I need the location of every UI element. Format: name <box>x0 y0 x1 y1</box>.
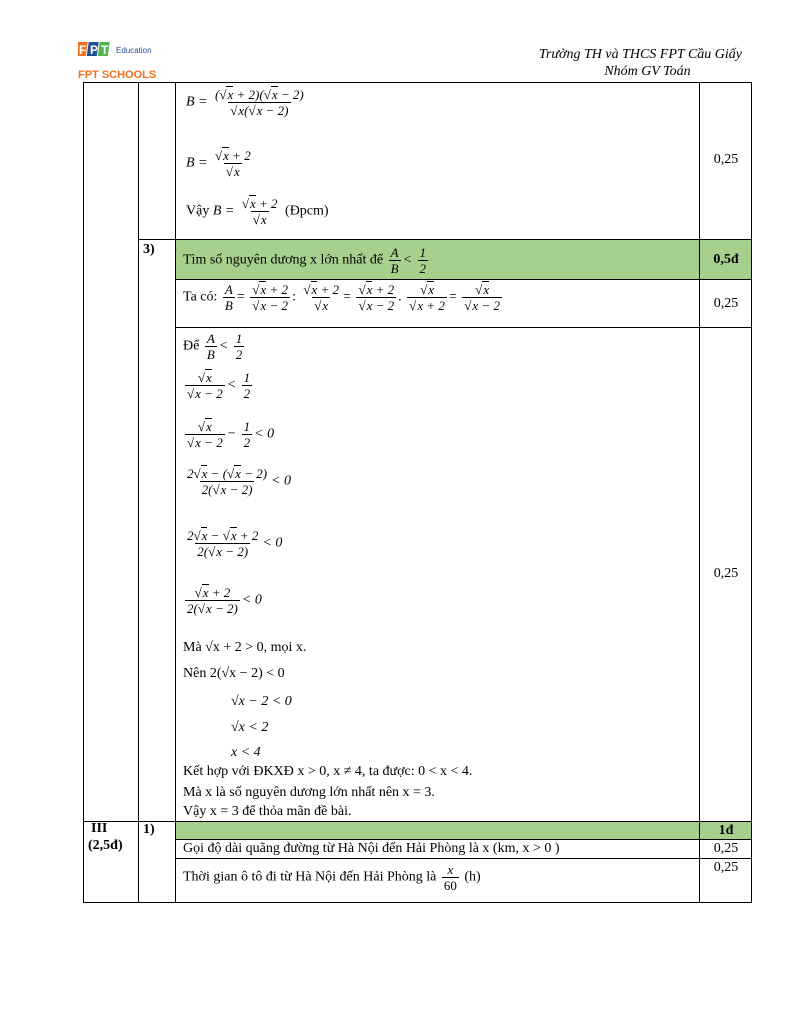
part-iii-sub-label: 1) <box>143 822 155 837</box>
solve-line-3: $\frac{2√ x - (√ x - 2)}{2(√ x - 2)}$ < 0 <box>183 466 291 497</box>
solve-vay: Vậy x = 3 để thỏa mãn đề bài. <box>183 804 352 819</box>
solve-line-1: √ x √ x − 2 < $\frac{1}{2}$ <box>183 370 254 401</box>
svg-text:T: T <box>101 43 109 57</box>
part-iii-points: (2,5đ) <box>88 838 123 853</box>
part3-task: Tìm số nguyên dương x lớn nhất để $\frac{A}{B}$ < $\frac{1}{2}$ <box>183 245 427 276</box>
solve-ma-x: Mà x là số nguyên dương lớn nhất nên x = 3. <box>183 785 435 800</box>
group-name: Nhóm GV Toán <box>604 64 691 79</box>
part-iii-label: III <box>91 821 108 836</box>
svg-text:P: P <box>90 43 99 57</box>
solve-ket-hop: Kết hợp với ĐKXĐ x > 0, x ≠ 4, ta được: 0 < x < 4. <box>183 764 473 779</box>
svg-text:FPT SCHOOLS: FPT SCHOOLS <box>78 69 157 81</box>
goi-row: Gọi độ dài quãng đường từ Hà Nội đến Hải Phòng là x (km, x > 0 ) <box>183 841 560 856</box>
part3-task-score: 0,5đ <box>713 252 739 267</box>
solve-intro: Để $\frac{A}{B}$ < $\frac{1}{2}$ <box>183 331 243 362</box>
part-iii-highlight <box>176 822 699 839</box>
part3-label: 3) <box>143 242 155 257</box>
ta-co-score: 0,25 <box>713 296 739 311</box>
solve-step-1: √x − 2 < 0 <box>231 694 292 709</box>
time-row: Thời gian ô tô đi từ Hà Nội đến Hải Phòng là $\frac{x}{60}$ (h) <box>183 862 481 893</box>
solve-ma: Mà √x + 2 > 0, mọi x. <box>183 640 307 655</box>
fpt-logo-icon <box>78 40 168 84</box>
part-iii-sub-score: 1đ <box>718 823 734 838</box>
ta-co-row: Ta có: $\frac{A}{B}$ = √ x + 2 √ x − 2 : √ x + 2 √ x = √ x + 2 √ x − 2 . √ x √ x + 2 = √ x √ x − 2 <box>183 282 504 313</box>
b-expr-2: B = √ x + 2 √ x <box>186 148 255 179</box>
solve-line-2: √ x √ x − 2 − $\frac{1}{2}$ < 0 <box>183 419 274 450</box>
solve-step-3: x < 4 <box>231 745 261 760</box>
answer-table <box>83 82 752 903</box>
goi-score: 0,25 <box>713 841 739 856</box>
solve-score: 0,25 <box>713 566 739 581</box>
svg-text:Education: Education <box>116 46 152 55</box>
b-expr-1: B = (√ x + 2)(√ x − 2) √ x(√ x − 2) <box>186 87 308 118</box>
fpt-schools-logo <box>78 40 168 84</box>
b-conclusion: Vậy B = √ x + 2 √ x (Đpcm) <box>186 196 329 227</box>
school-name: Trường TH và THCS FPT Cầu Giấy <box>538 47 742 62</box>
solve-step-2: √x < 2 <box>231 720 269 735</box>
svg-text:F: F <box>79 43 87 57</box>
time-score: 0,25 <box>713 860 739 875</box>
b-proof-score: 0,25 <box>713 152 739 167</box>
solve-nen: Nên 2(√x − 2) < 0 <box>183 666 285 681</box>
solve-line-4: $\frac{2√ x - √ x + 2}{2(√ x - 2)}$ < 0 <box>183 528 282 559</box>
solve-line-5: √ $\frac{x + 2}{2(√ x - 2)}$ < 0 <box>183 585 262 616</box>
school-header <box>539 46 742 80</box>
